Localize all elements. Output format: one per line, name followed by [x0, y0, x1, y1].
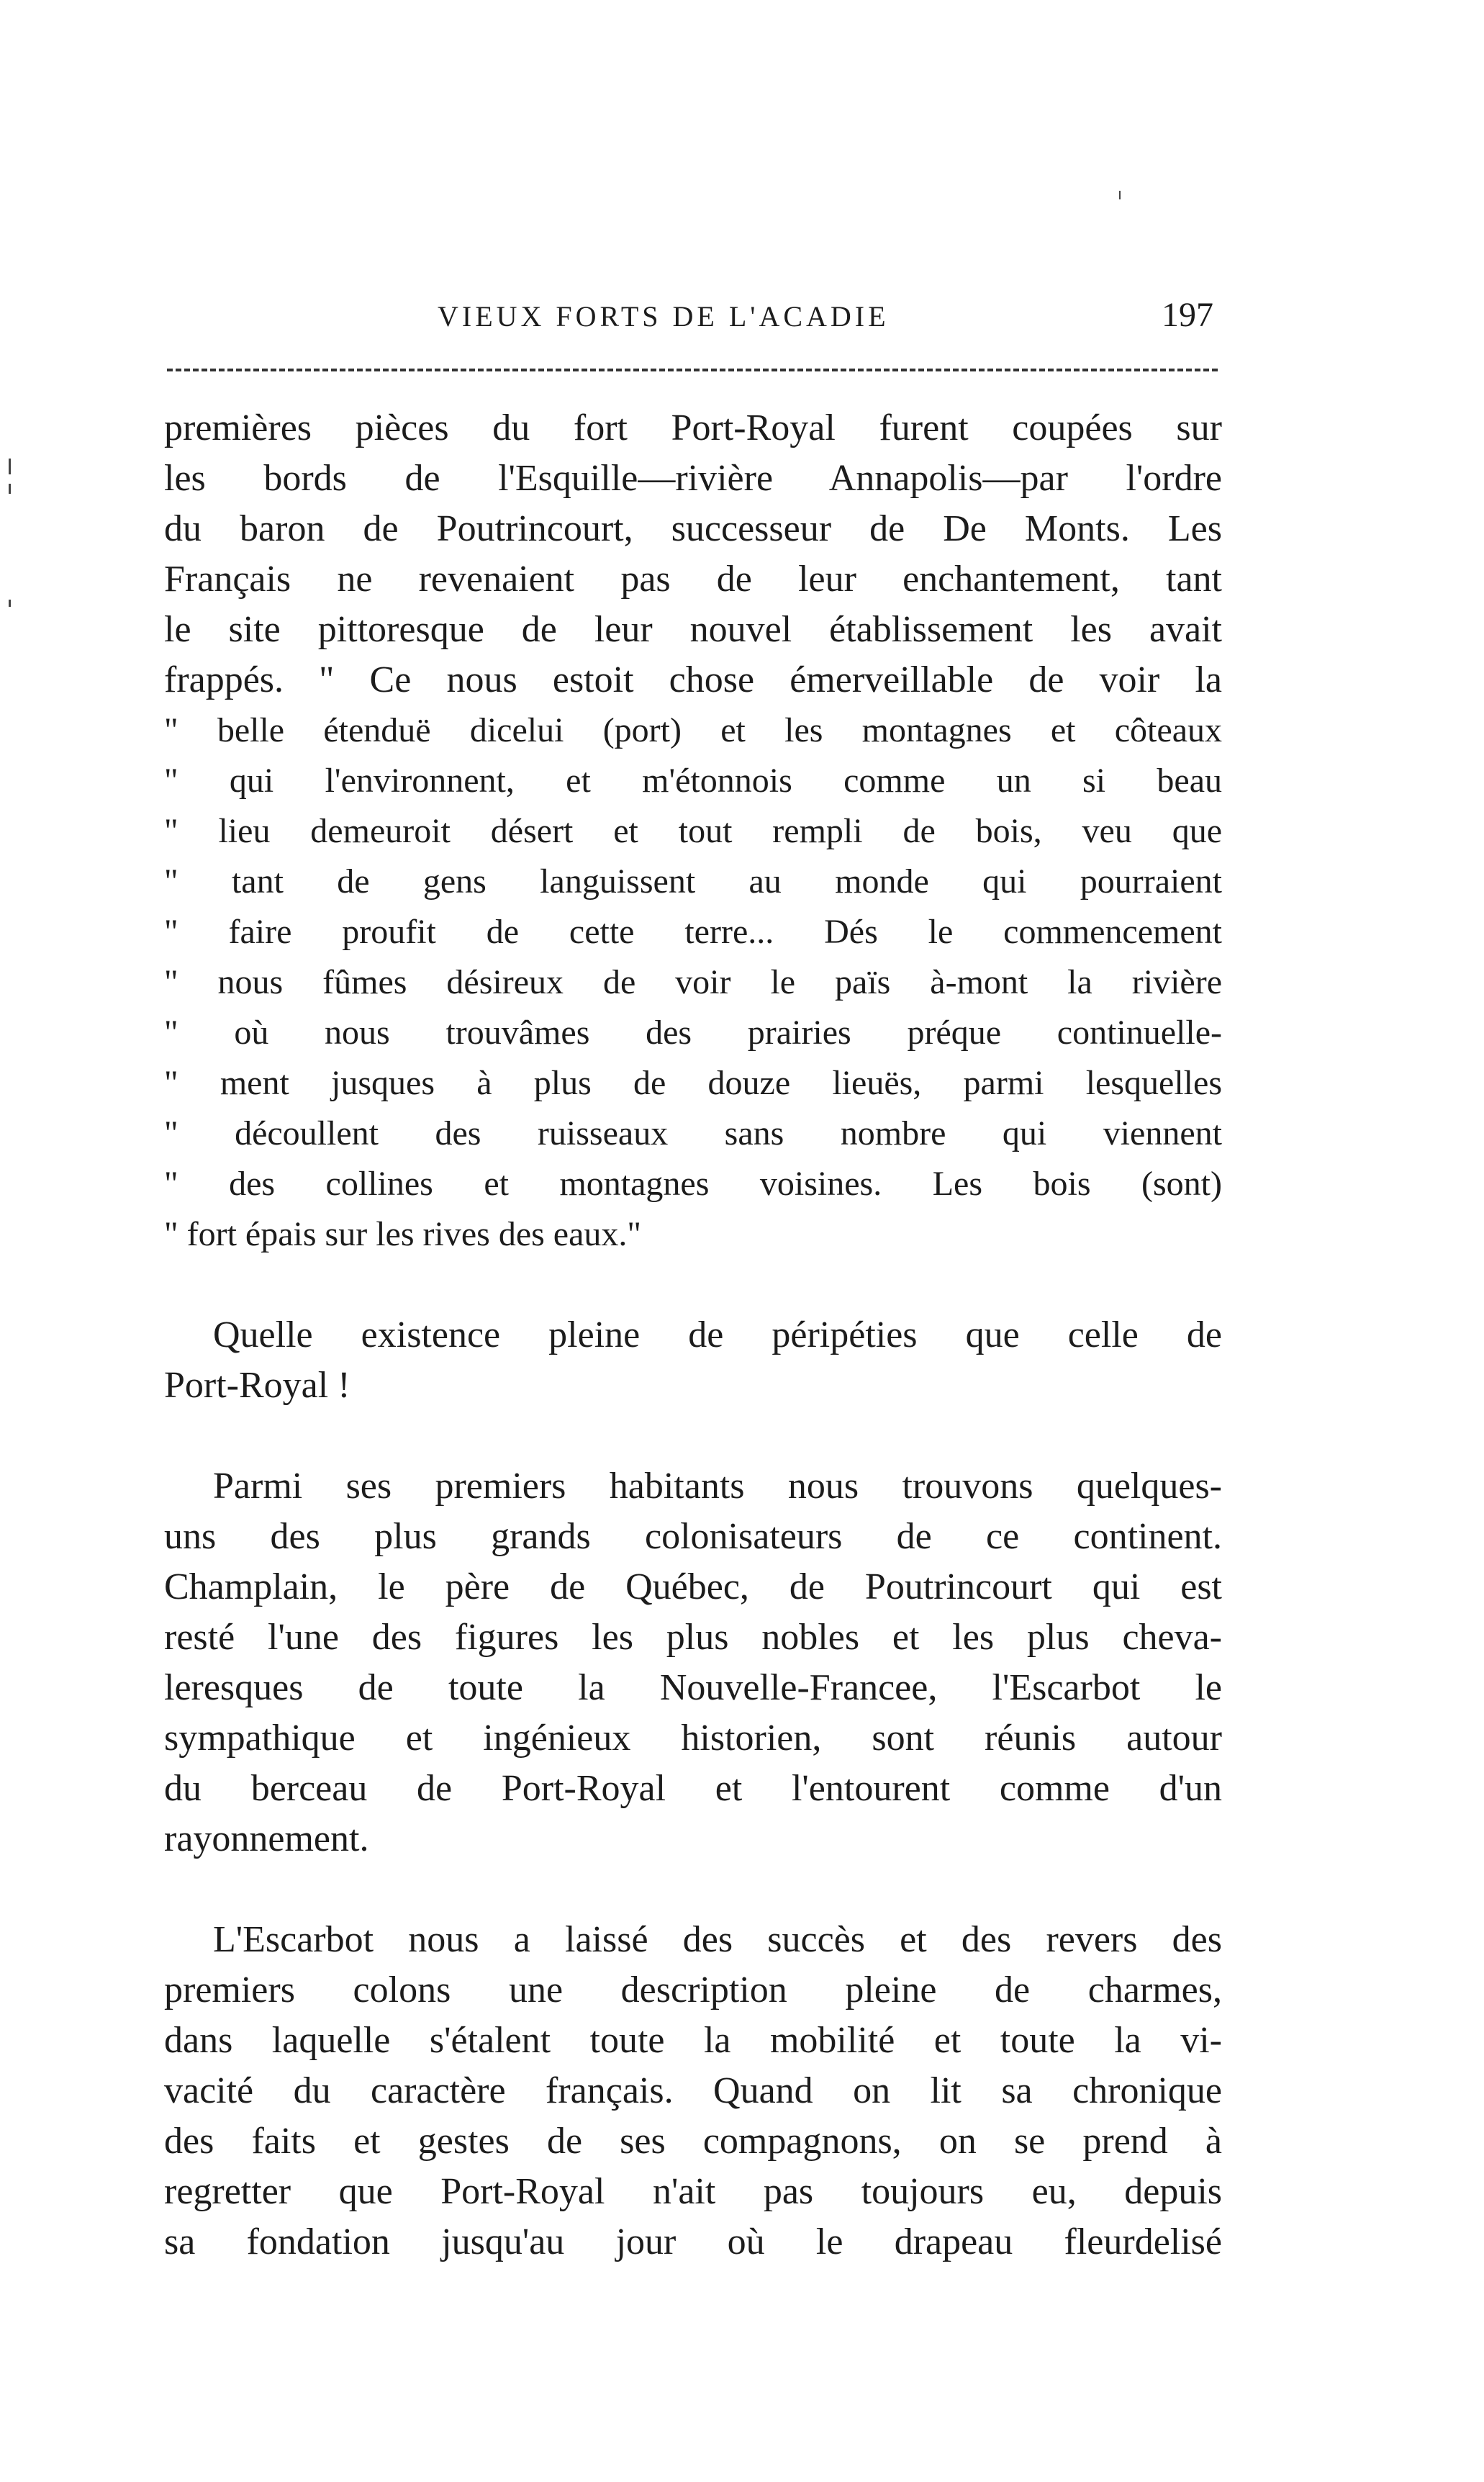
text-line: " ment jusques à plus de douze lieuës, parmi lesquelles	[164, 1064, 1222, 1102]
paragraph	[164, 403, 1222, 1260]
text-line: sympathique et ingénieux historien, sont réunis autour	[164, 1718, 1222, 1759]
paragraph-gap	[164, 1411, 1222, 1461]
text-line: " découllent des ruisseaux sans nombre qui viennent	[164, 1114, 1222, 1152]
page-header	[164, 292, 1221, 342]
text-line: " tant de gens languissent au monde qui pourraient	[164, 862, 1222, 901]
text-line: Port-Royal !	[164, 1365, 350, 1406]
text-line: sa fondation jusqu'au jour où le drapeau fleurdelisé	[164, 2221, 1222, 2262]
text-line: premiers colons une description pleine de charmes,	[164, 1969, 1222, 2011]
text-line: leresques de toute la Nouvelle-Francee, l'Escarbot le	[164, 1667, 1222, 1708]
running-head: VIEUX FORTS DE L'ACADIE	[438, 300, 890, 333]
margin-mark	[9, 600, 11, 607]
text-line: des faits et gestes de ses compagnons, on se prend à	[164, 2121, 1222, 2162]
text-line: uns des plus grands colonisateurs de ce continent.	[164, 1516, 1222, 1557]
paragraph-gap	[164, 1260, 1222, 1310]
margin-mark	[1119, 191, 1121, 199]
text-line: " nous fûmes désireux de voir le païs à-mont la rivière	[164, 963, 1222, 1001]
text-line: vacité du caractère français. Quand on lit sa chronique	[164, 2070, 1222, 2111]
paragraph	[164, 1915, 1222, 2267]
text-line: le site pittoresque de leur nouvel établissement les avait	[164, 609, 1222, 650]
paragraph	[164, 1310, 1222, 1411]
text-line: " fort épais sur les rives des eaux."	[164, 1215, 641, 1253]
text-line: " faire proufit de cette terre... Dés le commencement	[164, 913, 1222, 951]
text-line: les bords de l'Esquille—rivière Annapolis—par l'ordre	[164, 458, 1222, 499]
text-line: resté l'une des figures les plus nobles et les plus cheva-	[164, 1617, 1222, 1658]
text-line: L'Escarbot nous a laissé des succès et des revers des	[213, 1919, 1222, 1960]
text-line: dans laquelle s'étalent toute la mobilité et toute la vi-	[164, 2020, 1222, 2061]
text-line: " des collines et montagnes voisines. Les bois (sont)	[164, 1165, 1222, 1203]
text-line: Champlain, le père de Québec, de Poutrincourt qui est	[164, 1566, 1222, 1607]
margin-mark	[9, 459, 11, 474]
paragraph	[164, 1461, 1222, 1864]
text-line: Parmi ses premiers habitants nous trouvons quelques-	[213, 1466, 1222, 1507]
text-line: du baron de Poutrincourt, successeur de De Monts. Les	[164, 508, 1222, 549]
text-line: frappés. " Ce nous estoit chose émerveillable de voir la	[164, 659, 1222, 700]
text-line: " qui l'environnent, et m'étonnois comme un si beau	[164, 762, 1222, 800]
text-line: Français ne revenaient pas de leur enchantement, tant	[164, 559, 1222, 600]
text-line: du berceau de Port-Royal et l'entourent comme d'un	[164, 1768, 1222, 1809]
paragraph-gap	[164, 1864, 1222, 1915]
text-line: " belle étenduë dicelui (port) et les montagnes et côteaux	[164, 711, 1222, 749]
body-text	[164, 403, 1222, 2267]
text-line: " lieu demeuroit désert et tout rempli de bois, veu que	[164, 812, 1222, 850]
margin-mark	[9, 484, 11, 494]
text-line: rayonnement.	[164, 1818, 369, 1859]
text-line: regretter que Port-Royal n'ait pas toujours eu, depuis	[164, 2171, 1222, 2212]
page-number: 197	[1162, 296, 1213, 334]
text-line: " où nous trouvâmes des prairies préque continuelle-	[164, 1014, 1222, 1052]
text-line: premières pièces du fort Port-Royal furent coupées sur	[164, 407, 1222, 448]
header-rule	[167, 369, 1218, 371]
text-line: Quelle existence pleine de péripéties que celle de	[213, 1314, 1222, 1355]
